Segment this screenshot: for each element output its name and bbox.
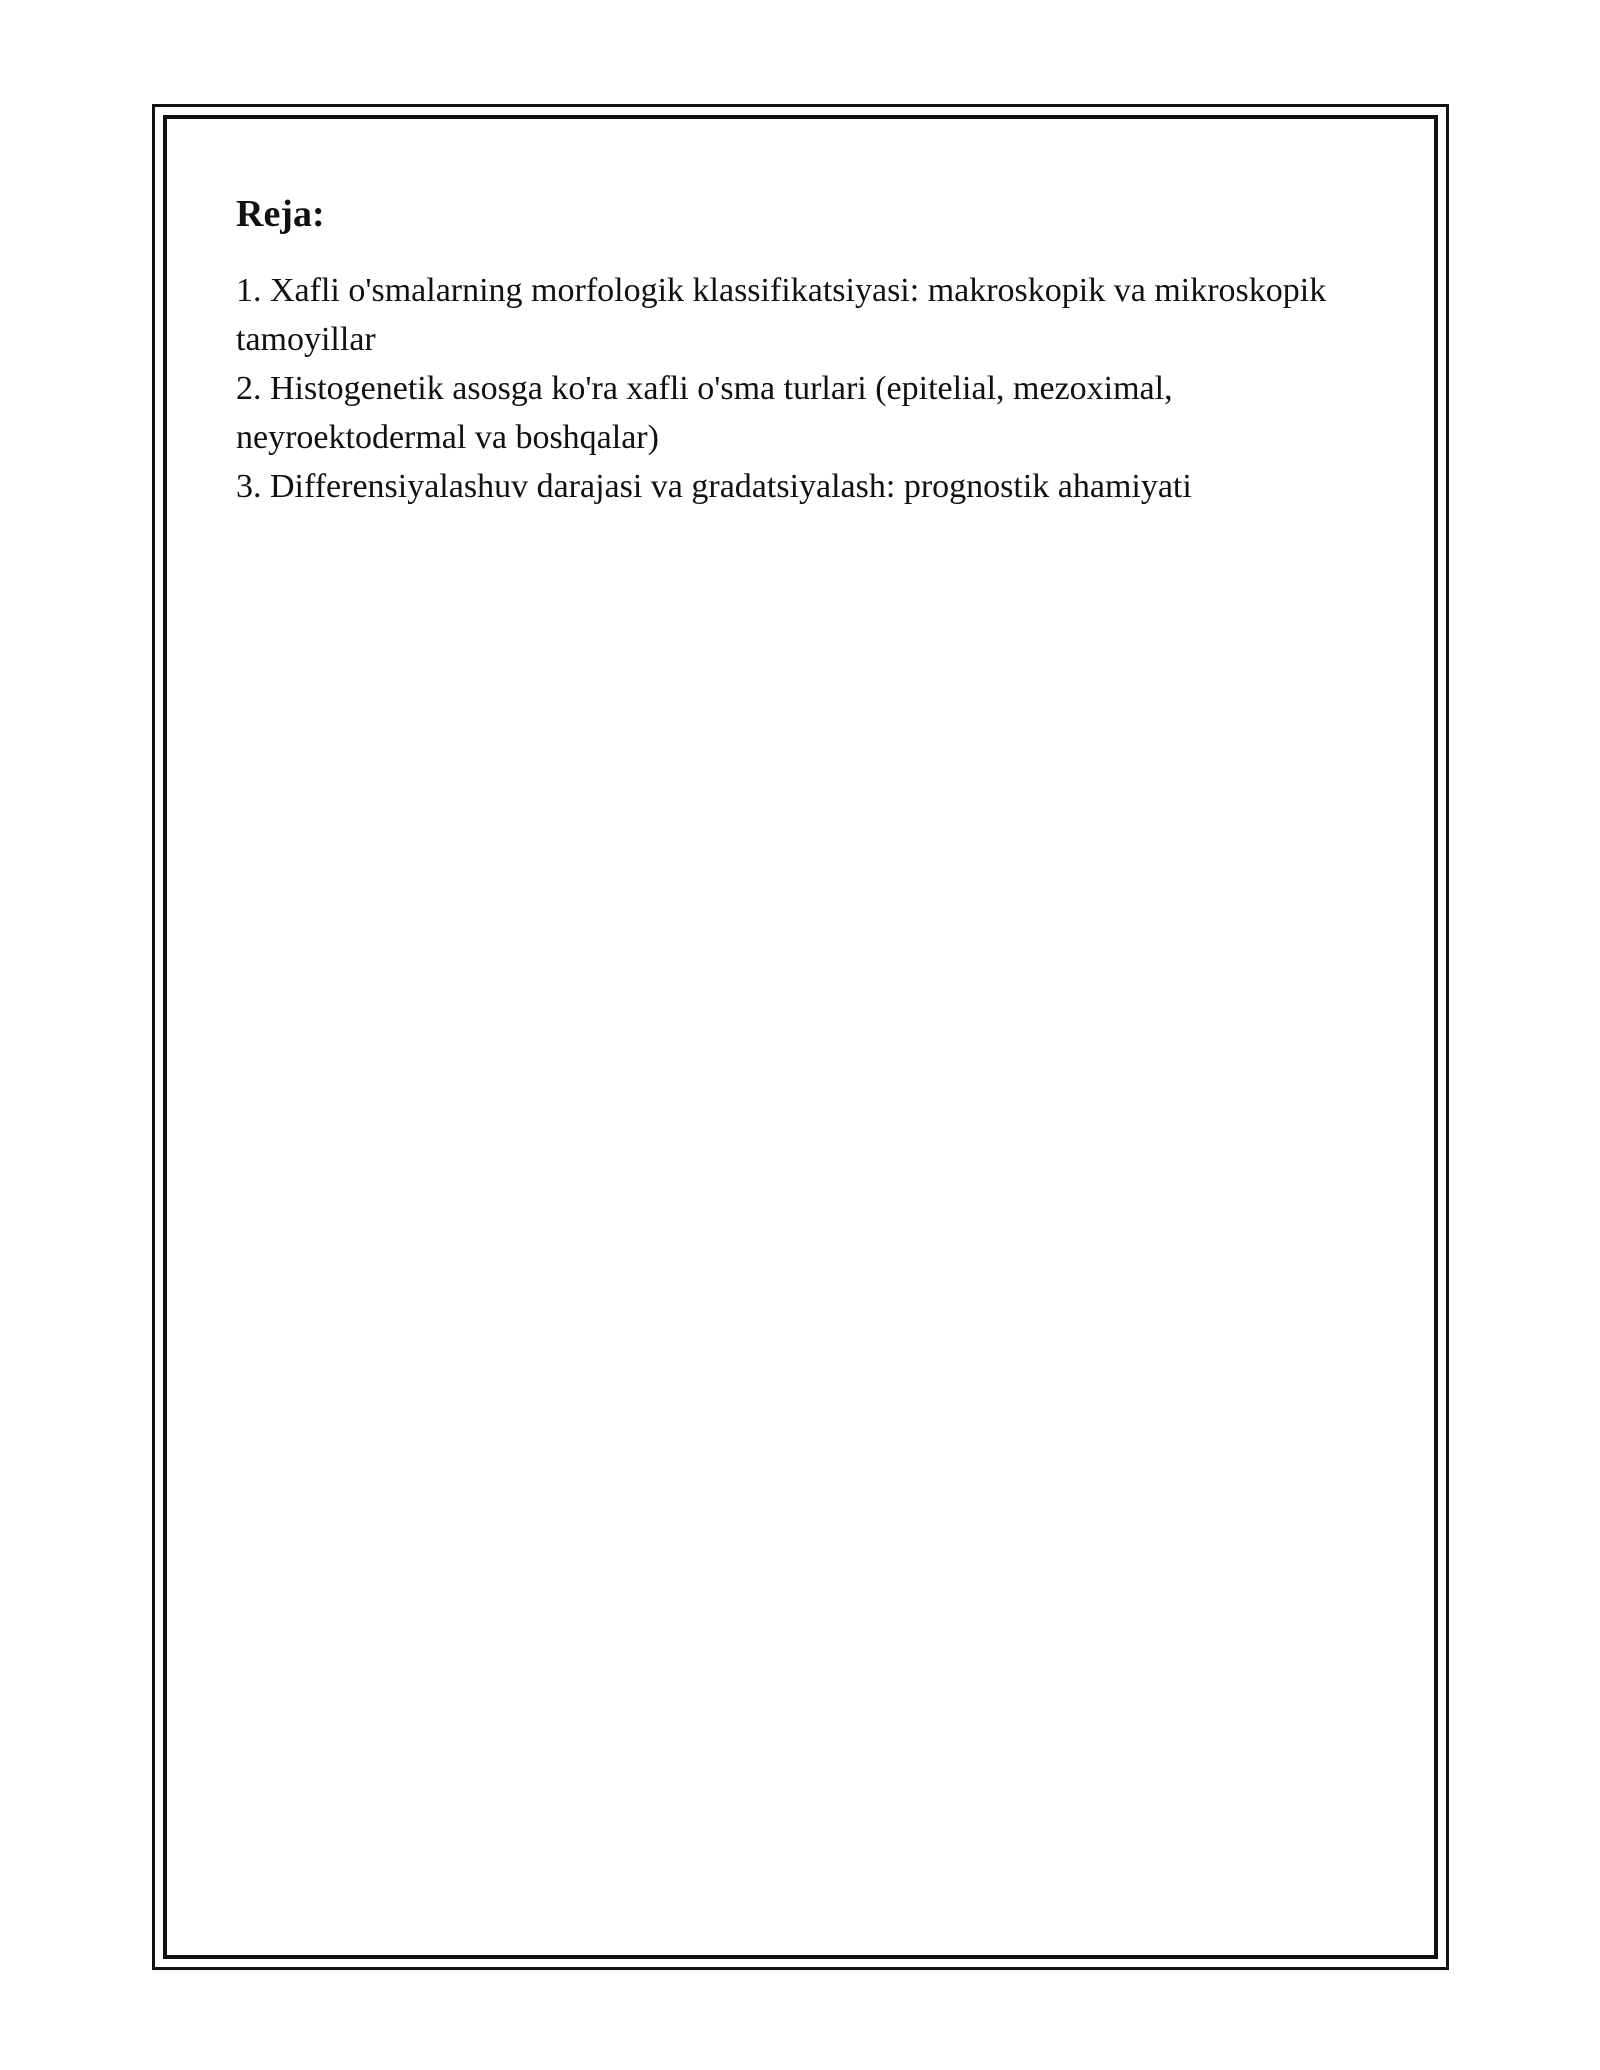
plan-heading: Reja:: [236, 193, 325, 235]
page-content: [236, 190, 1386, 511]
plan-list: [236, 266, 1386, 511]
plan-item-3: 3. Differensiyalashuv darajasi va gradatsiyalash: prognostik ahamiyati: [236, 468, 1192, 505]
plan-item-2: 2. Histogenetik asosga ko'ra xafli o'sma turlari (epitelial, mezoximal, neyroektodermal va boshqalar): [236, 370, 1173, 456]
plan-item-1: 1. Xafli o'smalarning morfologik klassifikatsiyasi: makroskopik va mikroskopik tamoyillar: [236, 272, 1327, 358]
